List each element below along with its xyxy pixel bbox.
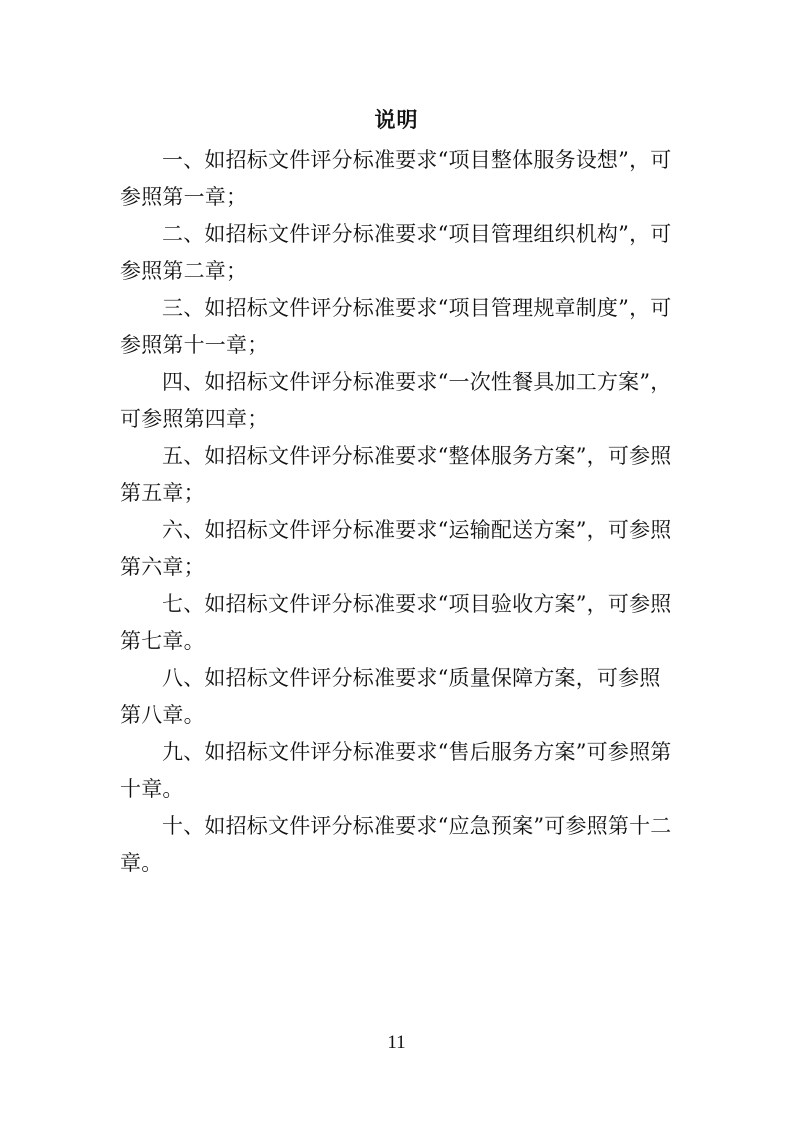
page-title: 说明 <box>374 107 419 132</box>
instruction-item-5: 五、如招标文件评分标准要求“整体服务方案”，可参照第五章； <box>120 444 672 505</box>
instruction-item-8: 八、如招标文件评分标准要求“质量保障方案，可参照第八章。 <box>120 666 661 727</box>
instruction-item-2: 二、如招标文件评分标准要求“项目管理组织机构”，可参照第二章； <box>120 222 672 283</box>
instruction-item-1: 一、如招标文件评分标准要求“项目整体服务设想”，可参照第一章； <box>120 148 672 209</box>
instruction-item-3: 三、如招标文件评分标准要求“项目管理规章制度”，可参照第十一章； <box>120 296 672 357</box>
instruction-item-9: 九、如招标文件评分标准要求“售后服务方案”可参照第十章。 <box>120 740 672 801</box>
instruction-item-10: 十、如招标文件评分标准要求“应急预案”可参照第十二章。 <box>120 814 672 875</box>
instruction-item-4: 四、如招标文件评分标准要求“一次性餐具加工方案”，可参照第四章； <box>120 370 672 431</box>
instruction-item-6: 六、如招标文件评分标准要求“运输配送方案”，可参照第六章； <box>120 518 672 579</box>
instruction-list <box>120 142 680 882</box>
page-number: 11 <box>387 1032 406 1053</box>
instruction-item-7: 七、如招标文件评分标准要求“项目验收方案”，可参照第七章。 <box>120 592 672 653</box>
